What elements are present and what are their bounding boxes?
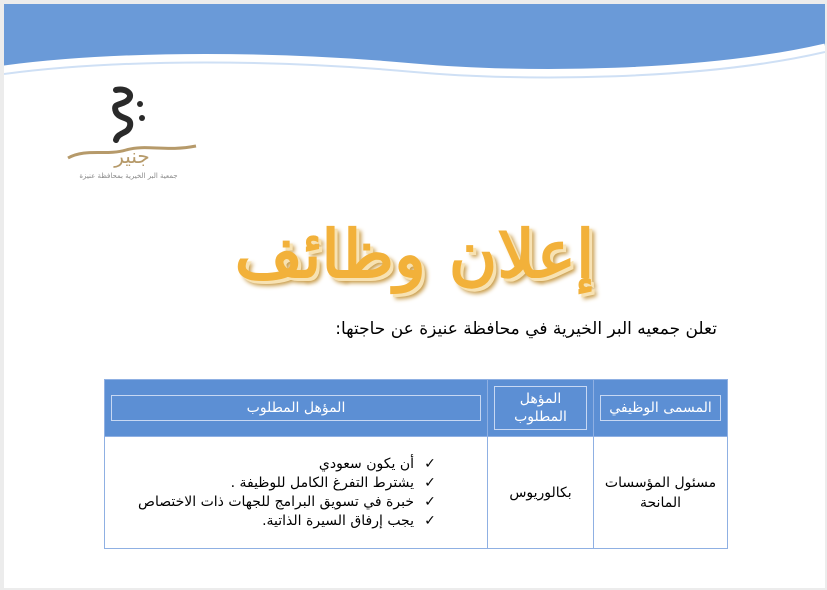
page-title: إعلان وظائف: [234, 215, 595, 293]
requirements-list: [106, 455, 486, 531]
charity-logo: [56, 86, 206, 186]
cell-qualification: بكالوريوس: [488, 437, 594, 549]
list-item: ✓يشترط التفرغ الكامل للوظيفة .: [106, 474, 440, 493]
logo-wordmark: جنير: [114, 144, 150, 168]
intro-text: تعلن جمعيه البر الخيرية في محافظة عنيزة عن حاجتها:: [335, 319, 717, 339]
jobs-table: [104, 379, 728, 549]
list-item: ✓أن يكون سعودي: [106, 455, 440, 474]
header-job-title: المسمى الوظيفي: [594, 380, 728, 437]
header-band: [4, 4, 825, 89]
check-icon: ✓: [424, 512, 436, 529]
header-requirements: المؤهل المطلوب: [105, 380, 488, 437]
check-icon: ✓: [424, 493, 436, 510]
document-page: [4, 4, 825, 588]
check-icon: ✓: [424, 474, 436, 491]
list-item: ✓خبرة في تسويق البرامج للجهات ذات الاختصاص: [106, 493, 440, 512]
table-row: [105, 437, 728, 549]
list-item: ✓يجب إرفاق السيرة الذاتية.: [106, 512, 440, 531]
table-header-row: [105, 380, 728, 437]
header-qualification: المؤهل المطلوب: [488, 380, 594, 437]
logo-emblem-icon: [56, 86, 206, 186]
logo-caption: جمعية البر الخيرية بمحافظة عنيزة: [79, 172, 178, 180]
check-icon: ✓: [424, 455, 436, 472]
cell-job-title: مسئول المؤسسات المانحة: [594, 437, 728, 549]
cell-requirements: [105, 437, 488, 549]
